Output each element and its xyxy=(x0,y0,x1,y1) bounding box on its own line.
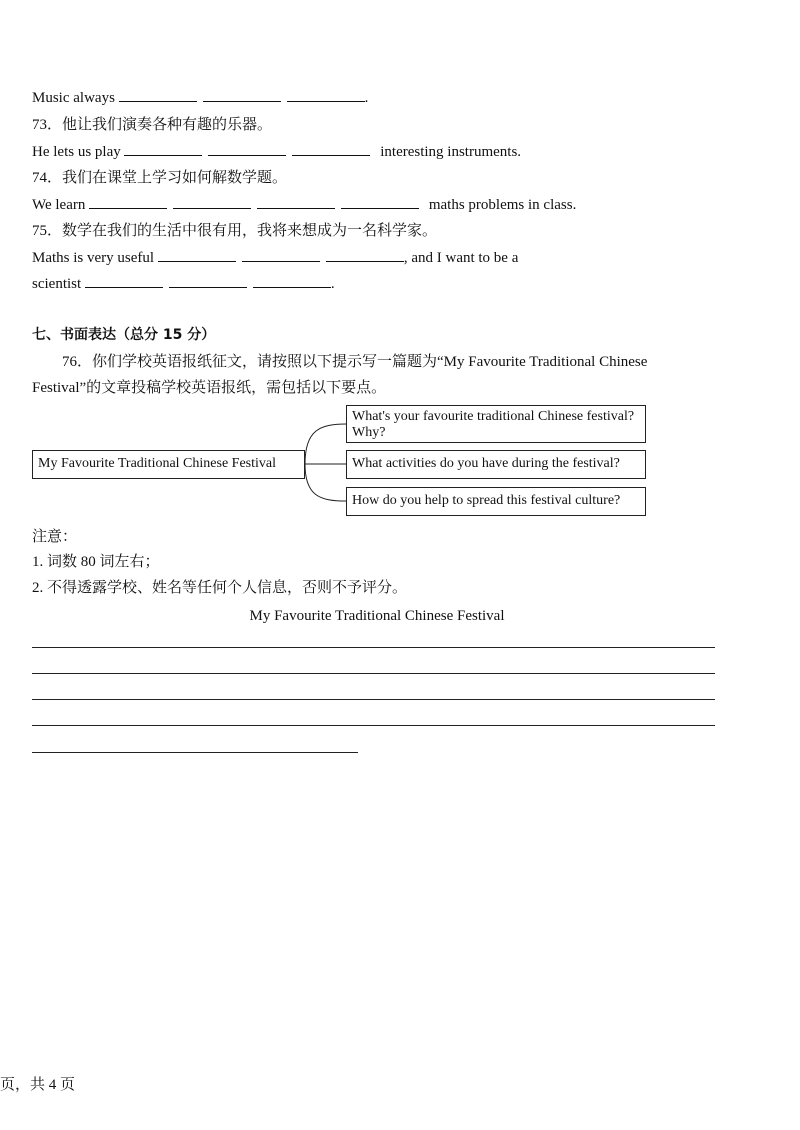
q72-blank-3[interactable] xyxy=(287,88,365,102)
note-1: 1. 词数 80 词左右； xyxy=(32,554,160,570)
writing-line-1[interactable] xyxy=(32,647,715,648)
mind-map-point-2: What activities do you have during the festival? xyxy=(346,450,646,479)
mind-map-point-1: What's your favourite traditional Chinese festival? Why? xyxy=(346,405,646,443)
writing-line-4[interactable] xyxy=(32,725,715,726)
q72-blank-2[interactable] xyxy=(203,88,281,102)
mind-map-point-3: How do you help to spread this festival culture? xyxy=(346,487,646,516)
q74-chinese: 74．我们在课堂上学习如何解数学题。 xyxy=(32,170,288,186)
page-footer: 页，共 4 页 xyxy=(0,1077,76,1093)
q74-prefix: We learn xyxy=(32,197,86,213)
q72-line xyxy=(32,88,368,108)
q74-blank-1[interactable] xyxy=(89,195,167,209)
section-7-heading: 七、书面表达（总分 15 分） xyxy=(32,327,216,343)
q73-prefix: He lets us play xyxy=(32,144,121,160)
q75-blank-3[interactable] xyxy=(326,248,404,262)
q73-blank-1[interactable] xyxy=(124,142,202,156)
q74-line xyxy=(32,195,576,215)
q72-suffix: . xyxy=(364,90,369,106)
writing-line-3[interactable] xyxy=(32,699,715,700)
q75-line-2 xyxy=(32,274,335,294)
q75-line-1 xyxy=(32,248,518,268)
q74-blank-2[interactable] xyxy=(173,195,251,209)
q76-prompt-line-1: 76．你们学校英语报纸征文，请按照以下提示写一篇题为“My Favourite Traditional Chinese xyxy=(62,354,648,370)
q73-line xyxy=(32,142,521,162)
q75-blank-2[interactable] xyxy=(242,248,320,262)
q73-suffix: interesting instruments. xyxy=(380,144,522,160)
q75-chinese: 75．数学在我们的生活中很有用，我将来想成为一名科学家。 xyxy=(32,223,438,239)
q74-suffix: maths problems in class. xyxy=(428,197,577,213)
q73-chinese: 73．他让我们演奏各种有趣的乐器。 xyxy=(32,117,273,133)
writing-line-5[interactable] xyxy=(32,752,358,753)
q73-blank-2[interactable] xyxy=(208,142,286,156)
writing-line-2[interactable] xyxy=(32,673,715,674)
q75-blank-1[interactable] xyxy=(158,248,236,262)
q73-blank-3[interactable] xyxy=(292,142,370,156)
q75-line2-suffix: . xyxy=(330,276,335,292)
essay-title: My Favourite Traditional Chinese Festival xyxy=(249,608,505,624)
mind-map-center: My Favourite Traditional Chinese Festival xyxy=(32,450,305,479)
q74-blank-4[interactable] xyxy=(341,195,419,209)
q76-prompt-line-2: Festival”的文章投稿学校英语报纸，需包括以下要点。 xyxy=(32,380,387,396)
q75-blank-6[interactable] xyxy=(253,274,331,288)
q75-line2-prefix: scientist xyxy=(32,276,82,292)
q74-blank-3[interactable] xyxy=(257,195,335,209)
q75-blank-5[interactable] xyxy=(169,274,247,288)
q75-prefix: Maths is very useful xyxy=(32,250,155,266)
note-2: 2. 不得透露学校、姓名等任何个人信息，否则不予评分。 xyxy=(32,580,408,596)
q72-prefix: Music always xyxy=(32,90,115,106)
q72-blank-1[interactable] xyxy=(119,88,197,102)
notes-title: 注意： xyxy=(32,529,78,545)
q75-blank-4[interactable] xyxy=(85,274,163,288)
q75-suffix: , and I want to be a xyxy=(403,250,519,266)
